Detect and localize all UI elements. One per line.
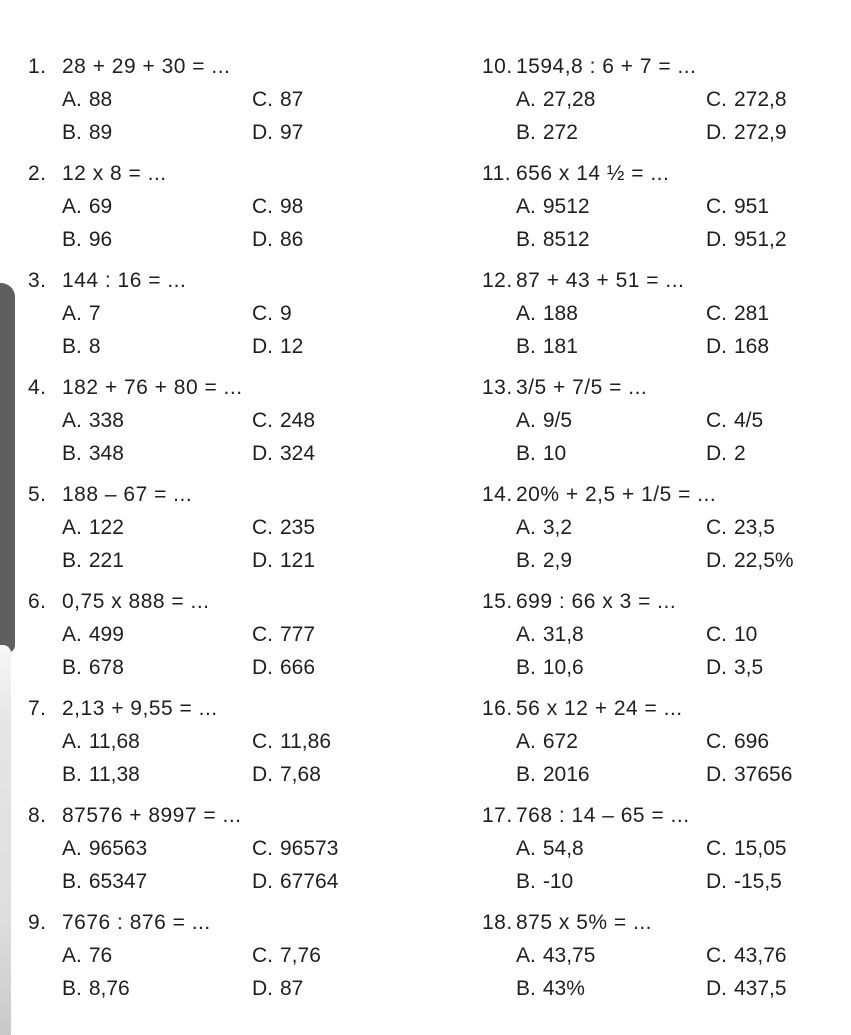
answer-option xyxy=(516,865,706,898)
answer-option-label: D. xyxy=(706,549,727,572)
answer-option-value: 76 xyxy=(88,944,113,967)
answer-option-value: 11,86 xyxy=(280,730,331,753)
answer-option xyxy=(516,758,706,791)
answer-option-value: 37656 xyxy=(734,763,793,786)
answer-option-label: B. xyxy=(516,442,536,465)
question-column-left xyxy=(28,50,482,1013)
answer-option-label: D. xyxy=(706,442,727,465)
answer-option-label: B. xyxy=(62,228,82,251)
answer-option xyxy=(706,437,847,470)
question-expression: 28 + 29 + 30 = ... xyxy=(62,55,231,78)
answer-option-label: A. xyxy=(516,837,536,860)
question-block xyxy=(28,50,482,149)
question-expression: 2,13 + 9,55 = ... xyxy=(62,697,218,720)
answer-option-label: C. xyxy=(252,837,273,860)
scan-edge-dark-artifact xyxy=(0,283,15,653)
answer-option-value: 27,28 xyxy=(542,88,596,111)
answer-option-value: 31,8 xyxy=(542,623,584,646)
answer-options xyxy=(62,190,482,256)
answer-option-label: A. xyxy=(516,623,536,646)
answer-option-value: 96573 xyxy=(280,837,339,860)
answer-option xyxy=(516,83,706,116)
answer-option xyxy=(706,758,847,791)
answer-option-value: 65347 xyxy=(88,870,148,893)
answer-option xyxy=(516,223,706,256)
answer-option-value: 22,5% xyxy=(734,549,794,572)
answer-option xyxy=(252,651,482,684)
question-expression: 182 + 76 + 80 = ... xyxy=(62,376,243,399)
answer-option-value: 672 xyxy=(542,730,578,753)
question-block xyxy=(28,264,482,363)
answer-option-label: C. xyxy=(252,88,273,111)
question-column-right xyxy=(482,50,847,1013)
answer-options xyxy=(62,404,482,470)
answer-option-label: D. xyxy=(252,656,273,679)
answer-option-label: B. xyxy=(516,656,536,679)
answer-option-label: B. xyxy=(62,442,82,465)
answer-option xyxy=(62,297,252,330)
answer-option-label: D. xyxy=(252,442,273,465)
answer-option xyxy=(516,939,706,972)
answer-option-label: C. xyxy=(706,302,727,325)
answer-option-label: B. xyxy=(516,228,536,251)
worksheet xyxy=(28,50,847,1013)
question-block xyxy=(28,585,482,684)
answer-option xyxy=(62,725,252,758)
answer-option xyxy=(252,865,482,898)
answer-option xyxy=(62,511,252,544)
answer-option xyxy=(706,83,847,116)
answer-option-label: D. xyxy=(252,549,273,572)
answer-option xyxy=(706,725,847,758)
answer-option-value: 4/5 xyxy=(734,409,764,432)
answer-option xyxy=(252,116,482,149)
answer-option-label: C. xyxy=(706,409,727,432)
answer-option-value: 10 xyxy=(542,442,567,465)
answer-option xyxy=(706,939,847,972)
answer-option-label: C. xyxy=(252,623,273,646)
answer-option-label: D. xyxy=(706,870,727,893)
answer-option-label: A. xyxy=(62,516,82,539)
answer-options xyxy=(516,297,847,363)
question-number: 18. xyxy=(482,911,513,934)
answer-option xyxy=(62,939,252,972)
answer-option-value: 951,2 xyxy=(734,228,787,251)
answer-option-value: 499 xyxy=(88,623,124,646)
question-block xyxy=(28,692,482,791)
question-number: 9. xyxy=(28,911,47,934)
question-number: 10. xyxy=(482,55,513,78)
answer-option-label: D. xyxy=(706,335,727,358)
answer-option-label: D. xyxy=(252,228,273,251)
question-block xyxy=(482,585,847,684)
answer-option-value: 248 xyxy=(280,409,316,432)
answer-option-value: -15,5 xyxy=(734,870,782,893)
answer-option-label: D. xyxy=(252,335,273,358)
answer-option-label: A. xyxy=(516,409,536,432)
answer-option-label: C. xyxy=(706,837,727,860)
question-number: 7. xyxy=(28,697,47,720)
answer-option-value: 181 xyxy=(542,335,578,358)
answer-option xyxy=(706,511,847,544)
answer-options xyxy=(516,83,847,149)
answer-option-label: A. xyxy=(516,195,536,218)
answer-option-value: 87 xyxy=(280,88,304,111)
answer-option-label: C. xyxy=(706,516,727,539)
answer-option xyxy=(62,544,252,577)
answer-option xyxy=(706,651,847,684)
answer-option xyxy=(62,437,252,470)
answer-option-label: A. xyxy=(62,302,82,325)
answer-option-label: A. xyxy=(516,730,536,753)
answer-option-value: 89 xyxy=(88,121,113,144)
answer-option-value: 9 xyxy=(280,302,292,325)
answer-option-label: B. xyxy=(516,763,536,786)
answer-option xyxy=(516,404,706,437)
answer-option xyxy=(62,404,252,437)
answer-option xyxy=(706,297,847,330)
answer-option xyxy=(706,865,847,898)
question-expression: 1594,8 : 6 + 7 = ... xyxy=(516,55,697,78)
answer-option-value: 235 xyxy=(280,516,316,539)
answer-option-value: 69 xyxy=(88,195,113,218)
answer-option-label: B. xyxy=(516,977,536,1000)
answer-option-label: D. xyxy=(252,977,273,1000)
answer-option-label: B. xyxy=(62,870,82,893)
answer-option-value: 348 xyxy=(88,442,124,465)
answer-option-value: 86 xyxy=(280,228,304,251)
answer-option-value: 10 xyxy=(734,623,758,646)
answer-option xyxy=(252,83,482,116)
question-expression: 768 : 14 – 65 = ... xyxy=(516,804,690,827)
answer-option xyxy=(252,618,482,651)
question-block xyxy=(28,906,482,1005)
answer-option xyxy=(62,758,252,791)
question-block xyxy=(28,478,482,577)
question-block xyxy=(482,157,847,256)
answer-option xyxy=(706,832,847,865)
answer-option xyxy=(516,190,706,223)
answer-option-value: 338 xyxy=(88,409,124,432)
answer-option-label: B. xyxy=(62,977,82,1000)
answer-option-label: A. xyxy=(516,302,536,325)
answer-options xyxy=(62,618,482,684)
answer-option-value: 96 xyxy=(88,228,113,251)
answer-options xyxy=(516,511,847,577)
answer-option-label: D. xyxy=(252,121,273,144)
answer-option-label: A. xyxy=(62,944,82,967)
answer-option xyxy=(516,618,706,651)
question-expression: 7676 : 876 = ... xyxy=(62,911,211,934)
answer-option xyxy=(62,330,252,363)
answer-option-label: C. xyxy=(252,944,273,967)
answer-options xyxy=(516,618,847,684)
answer-options xyxy=(516,725,847,791)
answer-option xyxy=(516,330,706,363)
answer-option-label: C. xyxy=(252,302,273,325)
answer-option-label: C. xyxy=(252,516,273,539)
answer-option xyxy=(516,437,706,470)
answer-option-value: 3,2 xyxy=(542,516,573,539)
answer-option-value: 122 xyxy=(88,516,124,539)
answer-option-label: B. xyxy=(62,656,82,679)
answer-option-value: 10,6 xyxy=(542,656,584,679)
answer-option xyxy=(516,832,706,865)
answer-option-label: C. xyxy=(706,195,727,218)
answer-option-label: D. xyxy=(706,656,727,679)
question-expression: 87 + 43 + 51 = ... xyxy=(516,269,685,292)
answer-option xyxy=(252,404,482,437)
answer-option xyxy=(706,223,847,256)
answer-option-value: 2 xyxy=(734,442,746,465)
answer-option-label: A. xyxy=(62,195,82,218)
answer-options xyxy=(62,511,482,577)
answer-option-label: B. xyxy=(516,549,536,572)
answer-option-value: 188 xyxy=(542,302,578,325)
answer-option-label: C. xyxy=(706,730,727,753)
answer-option-label: B. xyxy=(62,549,82,572)
answer-option-label: A. xyxy=(516,88,536,111)
answer-option-value: 951 xyxy=(734,195,770,218)
answer-option xyxy=(62,83,252,116)
answer-option-value: 272,9 xyxy=(734,121,787,144)
question-number: 11. xyxy=(482,162,512,185)
answer-option-label: D. xyxy=(706,977,727,1000)
question-number: 5. xyxy=(28,483,47,506)
answer-option-value: 15,05 xyxy=(734,837,787,860)
question-expression: 0,75 x 888 = ... xyxy=(62,590,210,613)
answer-options xyxy=(62,297,482,363)
answer-option xyxy=(252,190,482,223)
question-block xyxy=(28,799,482,898)
answer-option-label: D. xyxy=(706,228,727,251)
answer-option xyxy=(706,116,847,149)
answer-option-label: A. xyxy=(62,837,82,860)
answer-option-label: A. xyxy=(62,730,82,753)
answer-option-label: B. xyxy=(516,870,536,893)
answer-option-label: C. xyxy=(706,944,727,967)
question-expression: 188 – 67 = ... xyxy=(62,483,193,506)
answer-option-label: D. xyxy=(252,870,273,893)
answer-option-value: 54,8 xyxy=(542,837,584,860)
answer-option-value: 8 xyxy=(88,335,101,358)
question-expression: 87576 + 8997 = ... xyxy=(62,804,242,827)
answer-option-label: C. xyxy=(706,623,727,646)
answer-option-label: B. xyxy=(62,335,82,358)
answer-options xyxy=(62,939,482,1005)
answer-option xyxy=(62,618,252,651)
answer-option-label: A. xyxy=(516,944,536,967)
answer-option-value: 168 xyxy=(734,335,770,358)
answer-option xyxy=(516,972,706,1005)
answer-option xyxy=(706,190,847,223)
answer-option-value: 87 xyxy=(280,977,304,1000)
answer-option-label: B. xyxy=(516,121,536,144)
answer-option-value: 678 xyxy=(88,656,124,679)
answer-option-label: D. xyxy=(252,763,273,786)
question-block xyxy=(482,692,847,791)
question-block xyxy=(482,50,847,149)
answer-option-value: 67764 xyxy=(280,870,339,893)
question-number: 12. xyxy=(482,269,513,292)
answer-option xyxy=(252,223,482,256)
answer-option xyxy=(252,330,482,363)
answer-option xyxy=(62,865,252,898)
answer-option-label: A. xyxy=(516,516,536,539)
question-expression: 56 x 12 + 24 = ... xyxy=(516,697,683,720)
answer-options xyxy=(516,404,847,470)
question-expression: 875 x 5% = ... xyxy=(516,911,652,934)
answer-option xyxy=(62,832,252,865)
answer-options xyxy=(62,83,482,149)
question-expression: 699 : 66 x 3 = ... xyxy=(516,590,677,613)
question-number: 6. xyxy=(28,590,47,613)
question-block xyxy=(482,371,847,470)
answer-option xyxy=(252,511,482,544)
answer-option-label: B. xyxy=(62,121,82,144)
question-number: 1. xyxy=(28,55,47,78)
answer-option-value: 11,68 xyxy=(88,730,140,753)
answer-option xyxy=(706,972,847,1005)
answer-option xyxy=(516,511,706,544)
answer-option-value: 221 xyxy=(88,549,124,572)
answer-option-value: 437,5 xyxy=(734,977,787,1000)
answer-option-value: -10 xyxy=(542,870,574,893)
answer-options xyxy=(516,832,847,898)
answer-option xyxy=(706,618,847,651)
answer-option-value: 777 xyxy=(280,623,316,646)
answer-option xyxy=(252,297,482,330)
answer-option xyxy=(62,223,252,256)
answer-option xyxy=(516,651,706,684)
question-number: 15. xyxy=(482,590,513,613)
question-block xyxy=(482,906,847,1005)
question-expression: 12 x 8 = ... xyxy=(62,162,167,185)
question-expression: 144 : 16 = ... xyxy=(62,269,187,292)
answer-option-value: 324 xyxy=(280,442,316,465)
answer-option-value: 11,38 xyxy=(88,763,140,786)
answer-option xyxy=(252,939,482,972)
answer-option xyxy=(516,116,706,149)
answer-options xyxy=(516,939,847,1005)
question-number: 8. xyxy=(28,804,47,827)
answer-option-value: 272 xyxy=(542,121,578,144)
answer-option-label: C. xyxy=(706,88,727,111)
answer-option xyxy=(62,651,252,684)
answer-option-value: 43,76 xyxy=(734,944,787,967)
answer-option-value: 9512 xyxy=(542,195,590,218)
answer-option-value: 43% xyxy=(542,977,585,1000)
question-expression: 656 x 14 ½ = ... xyxy=(516,162,670,185)
answer-option-value: 7,76 xyxy=(280,944,321,967)
question-block xyxy=(28,371,482,470)
answer-option xyxy=(252,758,482,791)
answer-option xyxy=(706,404,847,437)
answer-option xyxy=(516,297,706,330)
answer-option-value: 97 xyxy=(280,121,304,144)
answer-option-value: 12 xyxy=(280,335,304,358)
answer-options xyxy=(62,832,482,898)
answer-option xyxy=(706,330,847,363)
question-number: 16. xyxy=(482,697,513,720)
answer-option xyxy=(252,972,482,1005)
answer-option-value: 8,76 xyxy=(88,977,130,1000)
scan-edge-light-artifact xyxy=(0,645,11,1035)
question-block xyxy=(28,157,482,256)
answer-option xyxy=(252,544,482,577)
answer-options xyxy=(62,725,482,791)
answer-option-value: 8512 xyxy=(542,228,590,251)
question-expression: 20% + 2,5 + 1/5 = ... xyxy=(516,483,717,506)
answer-option-value: 3,5 xyxy=(734,656,764,679)
answer-option xyxy=(62,116,252,149)
question-number: 13. xyxy=(482,376,513,399)
answer-option xyxy=(252,437,482,470)
answer-option-value: 23,5 xyxy=(734,516,775,539)
answer-option-value: 7 xyxy=(88,302,101,325)
answer-option xyxy=(252,832,482,865)
answer-option-label: A. xyxy=(62,409,82,432)
answer-option-value: 2016 xyxy=(542,763,590,786)
question-number: 3. xyxy=(28,269,47,292)
question-number: 2. xyxy=(28,162,47,185)
answer-option-value: 121 xyxy=(280,549,316,572)
answer-option-value: 666 xyxy=(280,656,316,679)
answer-option-value: 43,75 xyxy=(542,944,596,967)
answer-option-value: 9/5 xyxy=(542,409,573,432)
answer-option-label: B. xyxy=(62,763,82,786)
answer-option-label: D. xyxy=(706,121,727,144)
answer-option-label: C. xyxy=(252,195,273,218)
answer-option xyxy=(516,544,706,577)
answer-option-value: 7,68 xyxy=(280,763,321,786)
answer-option-value: 281 xyxy=(734,302,770,325)
answer-option-label: C. xyxy=(252,409,273,432)
answer-option-value: 96563 xyxy=(88,837,148,860)
answer-option xyxy=(252,725,482,758)
answer-options xyxy=(516,190,847,256)
answer-option-label: B. xyxy=(516,335,536,358)
answer-option-value: 88 xyxy=(88,88,113,111)
answer-option xyxy=(706,544,847,577)
answer-option-label: A. xyxy=(62,623,82,646)
question-expression: 3/5 + 7/5 = ... xyxy=(516,376,648,399)
answer-option xyxy=(62,972,252,1005)
question-block xyxy=(482,799,847,898)
question-number: 14. xyxy=(482,483,513,506)
question-number: 17. xyxy=(482,804,513,827)
answer-option-value: 2,9 xyxy=(542,549,573,572)
question-block xyxy=(482,264,847,363)
answer-option xyxy=(62,190,252,223)
question-block xyxy=(482,478,847,577)
answer-option-label: C. xyxy=(252,730,273,753)
answer-option-label: A. xyxy=(62,88,82,111)
answer-option xyxy=(516,725,706,758)
question-number: 4. xyxy=(28,376,47,399)
answer-option-value: 98 xyxy=(280,195,304,218)
answer-option-value: 272,8 xyxy=(734,88,787,111)
answer-option-label: D. xyxy=(706,763,727,786)
answer-option-value: 696 xyxy=(734,730,770,753)
